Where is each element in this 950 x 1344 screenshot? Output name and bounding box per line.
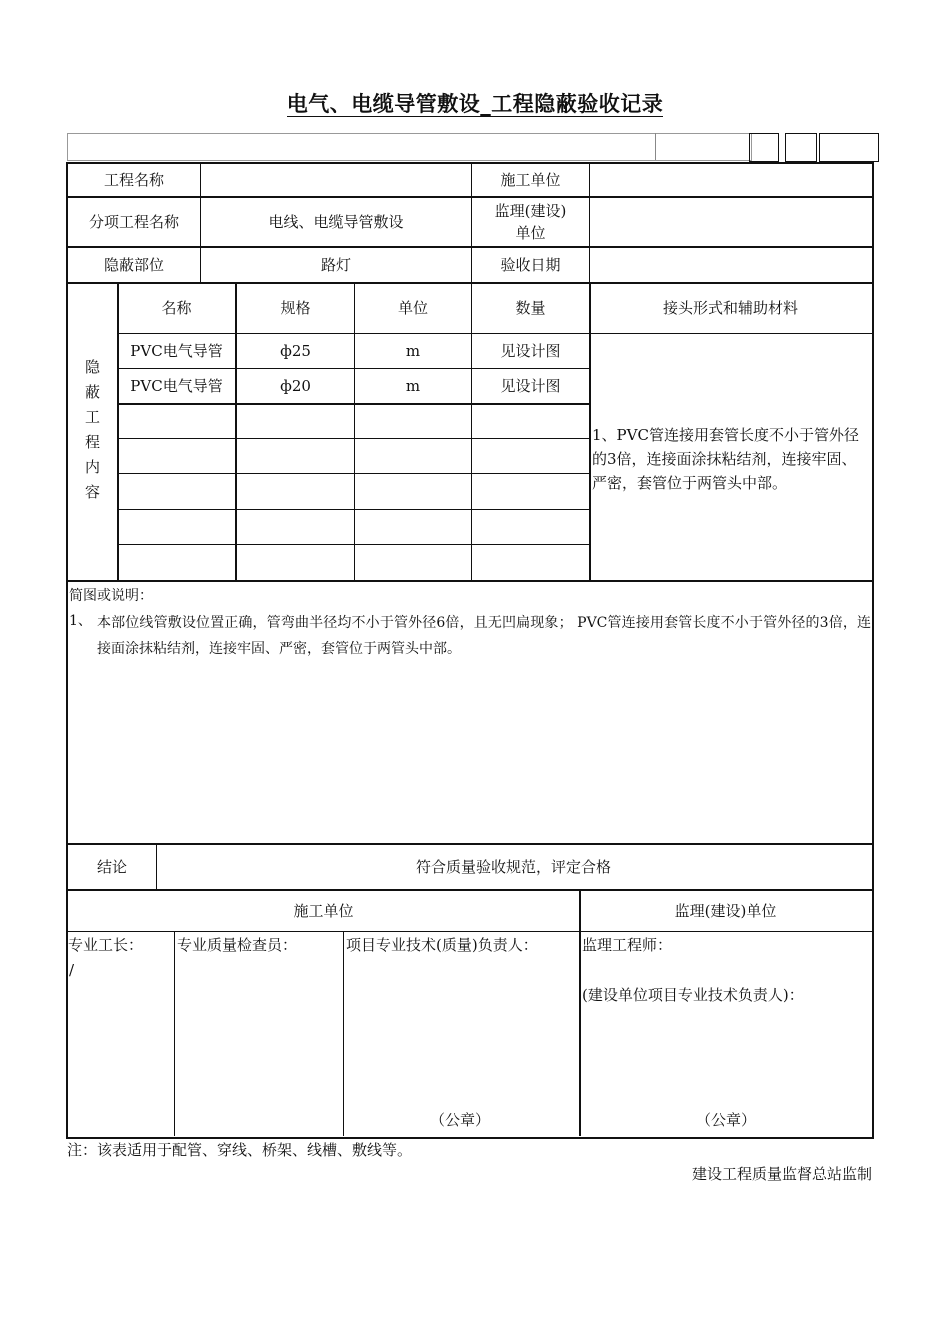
header-joint: 接头形式和辅助材料 xyxy=(662,299,798,318)
notes-number: 1、 xyxy=(69,613,92,629)
notes-label: 简图或说明： xyxy=(69,588,153,604)
seal-right: （公章） xyxy=(696,1111,757,1129)
supervisor-value xyxy=(590,198,870,246)
notes-text: 本部位线管敷设位置正确，管弯曲半径均不小于管外径6倍，且无凹扁现象； PVC管连接用套管长度不小于管外径的3倍，连接面涂抹粘结剂，连接牢固、严密，套管位于两管头中部。 xyxy=(97,615,871,657)
code-box-1 xyxy=(749,133,779,162)
header-unit: 单位 xyxy=(397,299,428,318)
header-quantity: 数量 xyxy=(515,299,546,318)
accept-date-value xyxy=(590,248,870,282)
inspector-label: 专业质量检查员： xyxy=(177,936,298,954)
footer-issuer: 建设工程质量监督总站监制 xyxy=(691,1165,872,1183)
contractor-header: 施工单位 xyxy=(293,901,354,920)
page-title: 电气、电缆导管敷设_工程隐蔽验收记录 xyxy=(286,92,664,116)
engineer-label: 监理工程师： xyxy=(582,936,673,954)
seal-left: （公章） xyxy=(430,1111,491,1129)
table-cell: ф25 xyxy=(280,341,311,360)
table-cell: PVC电气导管 xyxy=(130,341,223,360)
owner-rep-label: (建设单位项目专业技术负责人)： xyxy=(582,986,804,1004)
contractor-label: 施工单位 xyxy=(500,170,561,189)
side-label: 隐 蔽 工 程 内 容 xyxy=(84,358,100,501)
subitem-value: 电线、电缆导管敷设 xyxy=(268,212,404,231)
project-name-label: 工程名称 xyxy=(103,170,164,189)
table-cell: m xyxy=(405,376,421,395)
table-cell: 见设计图 xyxy=(500,376,561,395)
header-strip xyxy=(67,133,752,161)
code-box-3 xyxy=(819,133,879,162)
supervisor-header: 监理(建设)单位 xyxy=(674,901,777,920)
accept-date-label: 验收日期 xyxy=(500,255,561,274)
table-cell: PVC电气导管 xyxy=(130,376,223,395)
header-spec: 规格 xyxy=(280,299,311,318)
foreman-label: 专业工长： xyxy=(68,936,144,954)
code-box-2 xyxy=(785,133,817,162)
hidden-part-value: 路灯 xyxy=(320,255,351,274)
contractor-value xyxy=(590,164,870,196)
header-name: 名称 xyxy=(161,299,192,318)
hidden-part-label: 隐蔽部位 xyxy=(103,255,164,274)
tech-lead-label: 项目专业技术(质量)负责人： xyxy=(346,936,538,954)
supervisor-label: 监理(建设) 单位 xyxy=(494,201,567,242)
footer-note: 注：该表适用于配管、穿线、桥架、线槽、敷线等。 xyxy=(67,1141,413,1159)
table-cell: ф20 xyxy=(280,376,311,395)
project-name-value xyxy=(201,164,471,196)
conclusion-value: 符合质量验收规范，评定合格 xyxy=(415,858,611,877)
table-cell: 见设计图 xyxy=(500,341,561,360)
joint-note: 1、PVC管连接用套管长度不小于管外径的3倍，连接面涂抹粘结剂，连接牢固、严密，套管位于两管头中部。 xyxy=(592,426,859,492)
conclusion-label: 结论 xyxy=(96,858,127,877)
subitem-label: 分项工程名称 xyxy=(88,212,179,231)
foreman-value: / xyxy=(69,961,75,979)
table-cell: m xyxy=(405,341,421,360)
